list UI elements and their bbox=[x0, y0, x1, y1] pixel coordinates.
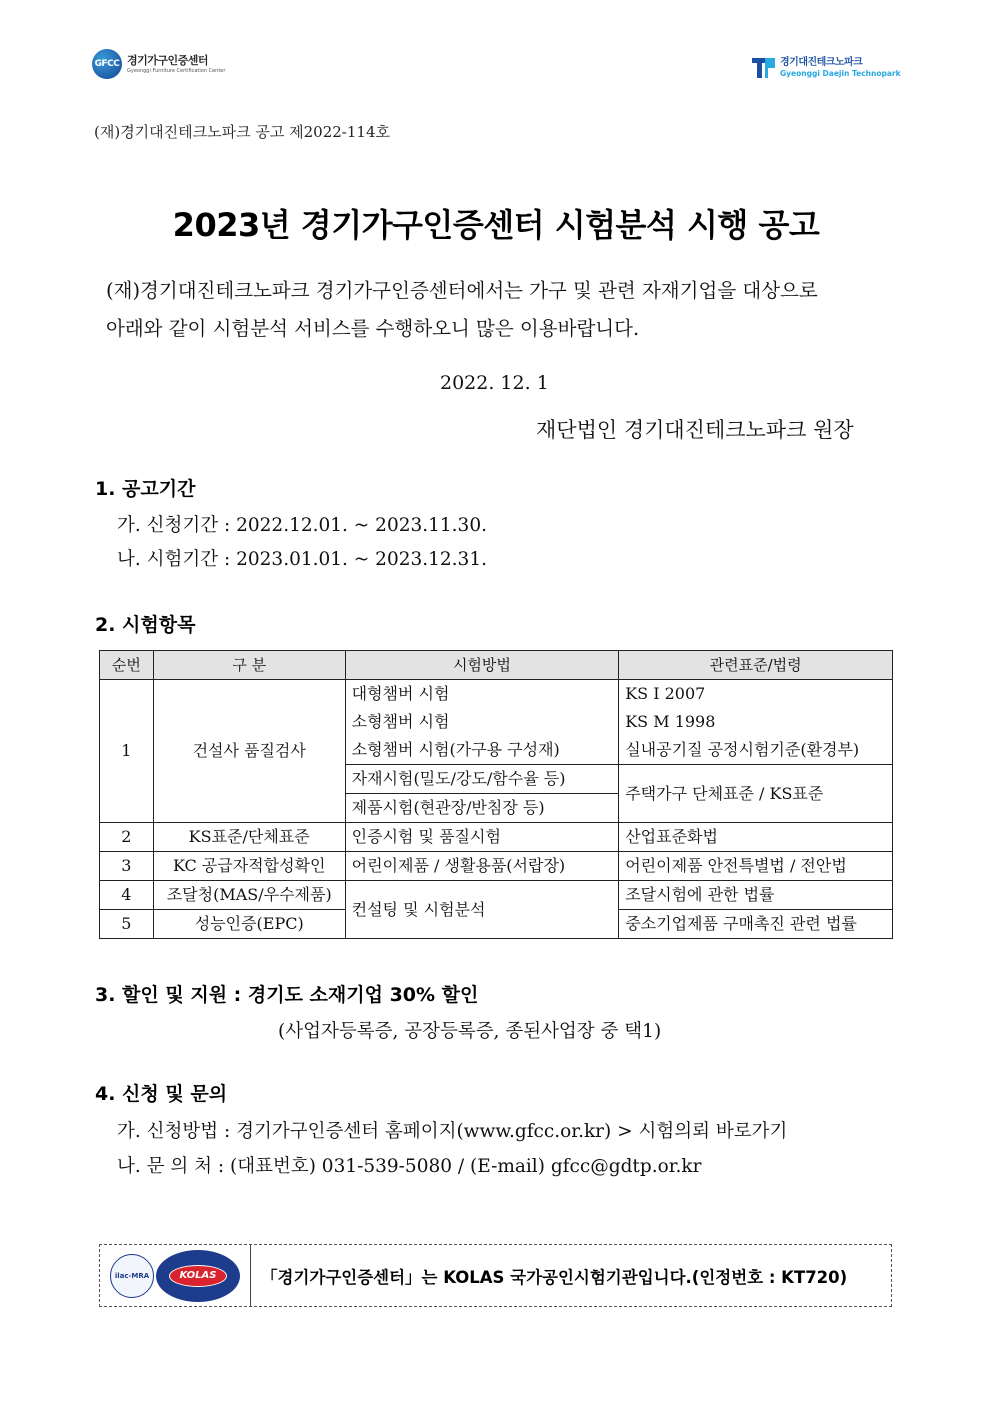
gfcc-logo-name: 경기가구인증센터 bbox=[127, 53, 209, 67]
technopark-logo-icon bbox=[752, 56, 776, 80]
row-3-method: 어린이제품 / 생활용품(서랍장) bbox=[345, 852, 619, 881]
column-header-category: 구 분 bbox=[153, 651, 345, 680]
row-5-category: 성능인증(EPC) bbox=[153, 910, 345, 939]
kolas-statement: 「경기가구인증센터」는 KOLAS 국가공인시험기관입니다.(인정번호 : KT720) bbox=[261, 1267, 848, 1287]
row-4-no: 4 bbox=[100, 881, 154, 910]
section-1-heading: 1. 공고기간 bbox=[95, 478, 196, 500]
technopark-logo-name-en: Gyeonggi Daejin Technopark bbox=[780, 69, 901, 79]
row-1-standards bbox=[619, 680, 893, 765]
row-2-standard: 산업표준화법 bbox=[619, 823, 893, 852]
section-3-heading: 3. 할인 및 지원 : 경기도 소재기업 30% 할인 bbox=[95, 984, 479, 1006]
column-header-standard: 관련표준/법령 bbox=[619, 651, 893, 680]
row-3-standard: 어린이제품 안전특별법 / 전안법 bbox=[619, 852, 893, 881]
accreditation-logos bbox=[100, 1245, 251, 1306]
row-1-methods bbox=[345, 680, 619, 765]
kolas-logo bbox=[156, 1250, 240, 1302]
column-header-no: 순번 bbox=[100, 651, 154, 680]
notice-date: 2022. 12. 1 bbox=[440, 372, 549, 394]
gfcc-logo bbox=[92, 48, 225, 80]
method-material-test: 자재시험(밀도/강도/함수율 등) bbox=[345, 765, 619, 794]
contact-info: 나. 문 의 처 : (대표번호) 031-539-5080 / (E-mail) gfcc@gdtp.or.kr bbox=[117, 1156, 702, 1177]
test-period: 나. 시험기간 : 2023.01.01. ~ 2023.12.31. bbox=[117, 549, 487, 570]
method-product-test: 제품시험(현관장/반침장 등) bbox=[345, 794, 619, 823]
signer: 재단법인 경기대진테크노파크 원장 bbox=[536, 418, 854, 442]
section-4-heading: 4. 신청 및 문의 bbox=[95, 1083, 228, 1105]
standard-indoor-air: 실내공기질 공정시험기준(환경부) bbox=[625, 740, 860, 759]
row-5-no: 5 bbox=[100, 910, 154, 939]
technopark-logo-name: 경기대진테크노파크 bbox=[780, 57, 863, 69]
table-row bbox=[100, 852, 893, 881]
test-items-table bbox=[99, 650, 893, 939]
method-small-chamber: 소형챔버 시험 bbox=[351, 712, 450, 731]
intro-line-2: 아래와 같이 시험분석 서비스를 수행하오니 많은 이용바랍니다. bbox=[106, 317, 640, 340]
technopark-logo bbox=[752, 56, 901, 80]
row-2-method: 인증시험 및 품질시험 bbox=[345, 823, 619, 852]
kolas-footer bbox=[99, 1244, 892, 1307]
column-header-method: 시험방법 bbox=[345, 651, 619, 680]
row-4-standard: 조달시험에 관한 법률 bbox=[619, 881, 893, 910]
ilac-mra-logo: ilac-MRA bbox=[110, 1254, 154, 1298]
table-row bbox=[100, 823, 893, 852]
row-1-no: 1 bbox=[100, 680, 154, 823]
table-header-row bbox=[100, 651, 893, 680]
standard-ks-i-2007: KS I 2007 bbox=[625, 684, 706, 703]
row-1-category: 건설사 품질검사 bbox=[153, 680, 345, 823]
table-row bbox=[100, 680, 893, 765]
row-2-no: 2 bbox=[100, 823, 154, 852]
application-method: 가. 신청방법 : 경기가구인증센터 홈페이지(www.gfcc.or.kr) > 시험의뢰 바로가기 bbox=[117, 1121, 788, 1142]
row-2-category: KS표준/단체표준 bbox=[153, 823, 345, 852]
row-3-no: 3 bbox=[100, 852, 154, 881]
gfcc-logo-name-en: Gyeonggi Furniture Certification Center bbox=[127, 67, 226, 74]
standard-ks-m-1998: KS M 1998 bbox=[625, 712, 716, 731]
row-4-5-method: 컨설팅 및 시험분석 bbox=[345, 881, 619, 939]
page-title: 2023년 경기가구인증센터 시험분석 시행 공고 bbox=[172, 206, 820, 244]
intro-paragraph bbox=[106, 272, 896, 348]
section-2-heading: 2. 시험항목 bbox=[95, 614, 196, 636]
application-period: 가. 신청기간 : 2022.12.01. ~ 2023.11.30. bbox=[117, 515, 487, 536]
table-row bbox=[100, 881, 893, 910]
discount-documents: (사업자등록증, 공장등록증, 종된사업장 중 택1) bbox=[278, 1021, 662, 1042]
kolas-logo-text: KOLAS bbox=[169, 1265, 227, 1287]
notice-number: (재)경기대진테크노파크 공고 제2022-114호 bbox=[94, 123, 390, 141]
row-5-standard: 중소기업제품 구매촉진 관련 법률 bbox=[619, 910, 893, 939]
standard-housing-furniture: 주택가구 단체표준 / KS표준 bbox=[619, 765, 893, 823]
row-3-category: KC 공급자적합성확인 bbox=[153, 852, 345, 881]
method-large-chamber: 대형챔버 시험 bbox=[351, 684, 450, 703]
method-small-chamber-furniture: 소형챔버 시험(가구용 구성재) bbox=[351, 740, 560, 759]
gfcc-logo-mark: GFCC bbox=[92, 49, 122, 79]
row-4-category: 조달청(MAS/우수제품) bbox=[153, 881, 345, 910]
intro-line-1: (재)경기대진테크노파크 경기가구인증센터에서는 가구 및 관련 자재기업을 대상으로 bbox=[106, 279, 818, 302]
